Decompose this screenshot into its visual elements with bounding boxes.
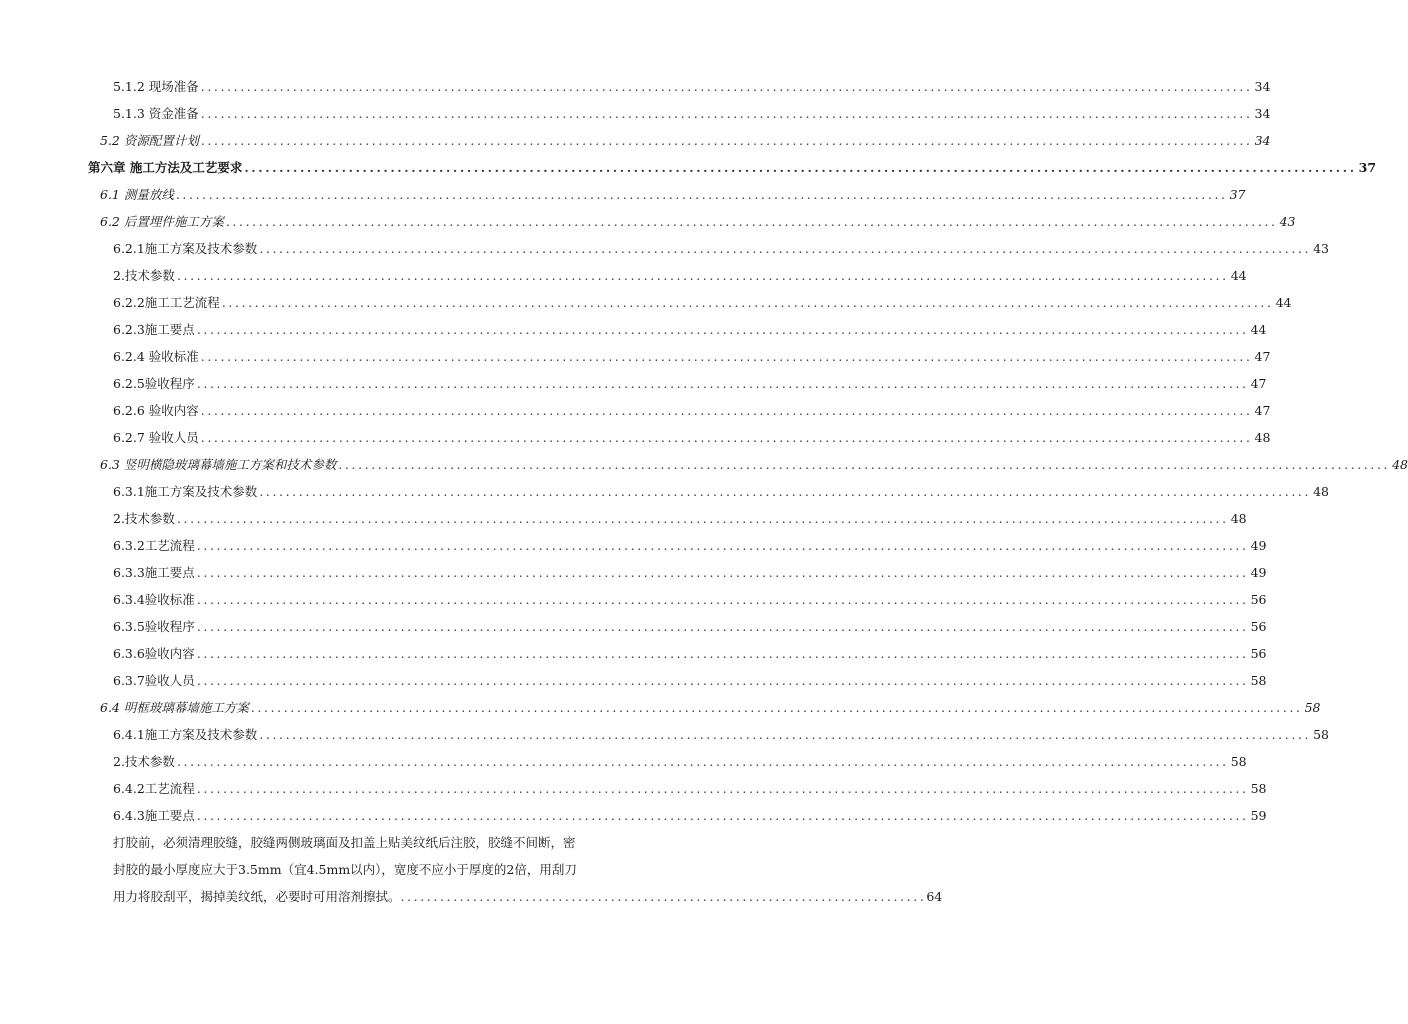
toc-entry-title: 6.3.2工艺流程 bbox=[113, 532, 197, 559]
toc-entry-page-number: 59 bbox=[1249, 802, 1267, 829]
toc-entry-line bbox=[88, 154, 1377, 181]
toc-entry[interactable] bbox=[0, 424, 1271, 451]
toc-entry[interactable] bbox=[0, 397, 1271, 424]
toc-entry-page-number: 34 bbox=[1253, 100, 1271, 127]
dot-leader: ................................................................................................................................................................ bbox=[175, 187, 1228, 202]
toc-entry[interactable] bbox=[0, 262, 1247, 289]
toc-entry-title: 6.3.5验收程序 bbox=[113, 613, 197, 640]
toc-entry-line bbox=[113, 424, 1271, 451]
paragraph-line-3 bbox=[113, 883, 943, 910]
toc-entry-page-number: 56 bbox=[1249, 586, 1267, 613]
toc-entry[interactable] bbox=[0, 478, 1329, 505]
dot-leader: ................................................................................................................................................................ bbox=[221, 295, 1274, 310]
dot-leader: ................................................................................................................................................................ bbox=[200, 133, 1253, 148]
toc-entry-line bbox=[100, 181, 1246, 208]
toc-entry-line bbox=[113, 478, 1329, 505]
toc-entry-page-number: 58 bbox=[1229, 748, 1247, 775]
toc-entry[interactable] bbox=[0, 586, 1267, 613]
toc-entry[interactable] bbox=[0, 127, 1271, 154]
paragraph-line-3-text: 用力将胶刮平，揭掉美纹纸，必要时可用溶剂擦拭。 bbox=[113, 889, 401, 904]
toc-entry-page-number: 43 bbox=[1278, 208, 1296, 235]
toc-entry-line bbox=[113, 775, 1267, 802]
dot-leader: ................................................................................................................................................................ bbox=[338, 457, 1391, 472]
toc-entry-title: 6.3.6验收内容 bbox=[113, 640, 197, 667]
toc-entry-title: 第六章 施工方法及工艺要求 bbox=[88, 154, 244, 181]
dot-leader: ................................................................................................................................................................ bbox=[196, 565, 1249, 580]
toc-entry-title: 2.技术参数 bbox=[113, 748, 177, 775]
dot-leader: ................................................................................................................................................................ bbox=[176, 511, 1229, 526]
toc-entry-title: 6.2.6 验收内容 bbox=[113, 397, 201, 424]
toc-entry-line bbox=[113, 397, 1271, 424]
toc-entry[interactable] bbox=[0, 559, 1267, 586]
toc-entry[interactable] bbox=[0, 505, 1247, 532]
dot-leader: ................................................................................................................................................................ bbox=[259, 727, 1312, 742]
toc-entry-line bbox=[113, 667, 1267, 694]
toc-entry-line bbox=[113, 586, 1267, 613]
toc-entry-title: 2.技术参数 bbox=[113, 505, 177, 532]
dot-leader: ................................................................................................................................................................ bbox=[196, 619, 1249, 634]
dot-leader: ................................................................................................................................................................ bbox=[196, 781, 1249, 796]
toc-entry-title: 6.4.1施工方案及技术参数 bbox=[113, 721, 259, 748]
toc-entry-line bbox=[113, 100, 1271, 127]
dot-leader: ................................................................................................................................................................ bbox=[250, 700, 1303, 715]
toc-entry-line bbox=[113, 802, 1267, 829]
dot-leader: ................................................................................................................................................................ bbox=[196, 646, 1249, 661]
toc-entry[interactable] bbox=[0, 181, 1246, 208]
toc-entry-line bbox=[113, 721, 1329, 748]
toc-entry-line bbox=[113, 289, 1292, 316]
dot-leader: ................................................................................................................................................................ bbox=[225, 214, 1278, 229]
toc-entry-title: 5.1.3 资金准备 bbox=[113, 100, 201, 127]
toc-entry-title: 6.4.3施工要点 bbox=[113, 802, 197, 829]
toc-entry-page-number: 43 bbox=[1311, 235, 1329, 262]
dot-leader: ................................................................................................................................................................ bbox=[196, 808, 1249, 823]
toc-entry-page-number: 48 bbox=[1253, 424, 1271, 451]
toc-entry-line bbox=[113, 235, 1329, 262]
toc-entry-page-number: 58 bbox=[1303, 694, 1321, 721]
paragraph-line-1: 打胶前，必须清理胶缝，胶缝两侧玻璃面及扣盖上贴美纹纸后注胶，胶缝不间断，密 bbox=[113, 835, 576, 850]
dot-leader: ................................................................................................................................................................ bbox=[196, 376, 1249, 391]
toc-entry[interactable] bbox=[0, 451, 1408, 478]
toc-entry-line bbox=[113, 73, 1271, 100]
toc-entry-line bbox=[100, 451, 1408, 478]
toc-entry-title: 6.4.2工艺流程 bbox=[113, 775, 197, 802]
toc-entry-line bbox=[100, 208, 1296, 235]
paragraph-line-2: 封胶的最小厚度应大于3.5mm（宜4.5mm以内），宽度不应小于厚度的2倍，用刮刀 bbox=[113, 862, 577, 877]
toc-entry-page-number: 44 bbox=[1229, 262, 1247, 289]
dot-leader: ................................................................................................................................................................ bbox=[196, 592, 1249, 607]
toc-entry[interactable] bbox=[0, 532, 1267, 559]
toc-entry-title: 5.2 资源配置计划 bbox=[100, 127, 201, 154]
dot-leader: ................................................................................................................................................................ bbox=[176, 754, 1229, 769]
toc-entry-page-number: 49 bbox=[1249, 532, 1267, 559]
toc-entry-page-number: 48 bbox=[1390, 451, 1408, 478]
toc-entry-title: 6.2.7 验收人员 bbox=[113, 424, 201, 451]
toc-entry-line bbox=[113, 748, 1247, 775]
toc-entry[interactable] bbox=[0, 721, 1329, 748]
toc-entry[interactable] bbox=[0, 748, 1247, 775]
toc-entry-page-number: 48 bbox=[1229, 505, 1247, 532]
toc-entry[interactable] bbox=[0, 343, 1271, 370]
toc-entry-title: 6.2.2施工工艺流程 bbox=[113, 289, 222, 316]
page-number: 64 bbox=[926, 889, 943, 904]
toc-entry-page-number: 37 bbox=[1357, 154, 1376, 181]
toc-entry-page-number: 48 bbox=[1311, 478, 1329, 505]
toc-entry-line bbox=[100, 127, 1271, 154]
toc-entry-line bbox=[113, 262, 1247, 289]
dot-leader: ................................................................................................................................................................ bbox=[200, 349, 1253, 364]
toc-entry-line bbox=[113, 505, 1247, 532]
toc-entry[interactable] bbox=[0, 613, 1267, 640]
toc-entry-line bbox=[113, 532, 1267, 559]
toc-entry-title: 6.3 竖明横隐玻璃幕墙施工方案和技术参数 bbox=[100, 451, 338, 478]
dot-leader: ................................................................................................................................................................ bbox=[200, 430, 1253, 445]
toc-entry[interactable] bbox=[0, 154, 1377, 181]
toc-entry-line bbox=[113, 316, 1267, 343]
toc-entry-title: 6.2.4 验收标准 bbox=[113, 343, 201, 370]
toc-entry-title: 5.1.2 现场准备 bbox=[113, 73, 201, 100]
dot-leader: ................................................................................................................................................................ bbox=[196, 538, 1249, 553]
dot-leader: ................................................................................................................................................................ bbox=[200, 403, 1253, 418]
toc-entry-page-number: 47 bbox=[1253, 343, 1271, 370]
toc-entry[interactable] bbox=[0, 640, 1267, 667]
toc-entry-line bbox=[113, 559, 1267, 586]
toc-entry-page-number: 58 bbox=[1311, 721, 1329, 748]
toc-entry[interactable] bbox=[0, 289, 1292, 316]
table-of-contents bbox=[0, 73, 1408, 829]
toc-entry-title: 6.2 后置埋件施工方案 bbox=[100, 208, 226, 235]
toc-entry[interactable] bbox=[0, 100, 1271, 127]
toc-entry-page-number: 44 bbox=[1249, 316, 1267, 343]
toc-entry[interactable] bbox=[0, 370, 1267, 397]
toc-entry-title: 6.3.3施工要点 bbox=[113, 559, 197, 586]
toc-entry[interactable] bbox=[0, 73, 1271, 100]
toc-entry-title: 6.4 明框玻璃幕墙施工方案 bbox=[100, 694, 251, 721]
toc-entry[interactable] bbox=[0, 667, 1267, 694]
toc-entry[interactable] bbox=[0, 208, 1296, 235]
dot-leader: ................................................................................................................................................................ bbox=[196, 322, 1249, 337]
toc-entry-title: 6.3.1施工方案及技术参数 bbox=[113, 478, 259, 505]
toc-entry-title: 2.技术参数 bbox=[113, 262, 177, 289]
toc-entry[interactable] bbox=[0, 235, 1329, 262]
toc-entry-title: 6.3.4验收标准 bbox=[113, 586, 197, 613]
toc-entry-page-number: 37 bbox=[1228, 181, 1246, 208]
dot-leader: ................................................................................................................................................................ bbox=[200, 106, 1253, 121]
toc-entry-page-number: 56 bbox=[1249, 613, 1267, 640]
toc-entry[interactable] bbox=[0, 316, 1267, 343]
toc-entry-page-number: 34 bbox=[1253, 73, 1271, 100]
dot-leader: ................................................................................................................................................................ bbox=[196, 673, 1249, 688]
toc-paragraph-entry bbox=[113, 829, 943, 910]
toc-entry-page-number: 56 bbox=[1249, 640, 1267, 667]
toc-entry-line bbox=[113, 640, 1267, 667]
toc-entry-line bbox=[100, 694, 1321, 721]
dot-leader: ................................................................................................................................................................ bbox=[259, 484, 1312, 499]
toc-entry-page-number: 49 bbox=[1249, 559, 1267, 586]
toc-entry-page-number: 34 bbox=[1253, 127, 1271, 154]
toc-entry-page-number: 44 bbox=[1274, 289, 1292, 316]
dot-leader: ................................................................................ bbox=[400, 889, 927, 904]
dot-leader: ................................................................................................................................................................ bbox=[176, 268, 1229, 283]
toc-entry-page-number: 47 bbox=[1253, 397, 1271, 424]
dot-leader: ................................................................................................................................................................ bbox=[200, 79, 1253, 94]
toc-entry[interactable] bbox=[0, 802, 1267, 829]
toc-entry-title: 6.1 测量放线 bbox=[100, 181, 176, 208]
toc-entry-title: 6.2.5验收程序 bbox=[113, 370, 197, 397]
toc-entry[interactable] bbox=[0, 775, 1267, 802]
toc-entry-title: 6.2.1施工方案及技术参数 bbox=[113, 235, 259, 262]
toc-entry-title: 6.2.3施工要点 bbox=[113, 316, 197, 343]
toc-entry-line bbox=[113, 370, 1267, 397]
dot-leader: ................................................................................................................................................................ bbox=[244, 160, 1357, 175]
toc-entry-page-number: 58 bbox=[1249, 775, 1267, 802]
toc-entry-line bbox=[113, 343, 1271, 370]
toc-entry-line bbox=[113, 613, 1267, 640]
dot-leader: ................................................................................................................................................................ bbox=[259, 241, 1312, 256]
toc-entry[interactable] bbox=[0, 694, 1321, 721]
toc-entry-title: 6.3.7验收人员 bbox=[113, 667, 197, 694]
toc-entry-page-number: 58 bbox=[1249, 667, 1267, 694]
toc-entry-page-number: 47 bbox=[1249, 370, 1267, 397]
